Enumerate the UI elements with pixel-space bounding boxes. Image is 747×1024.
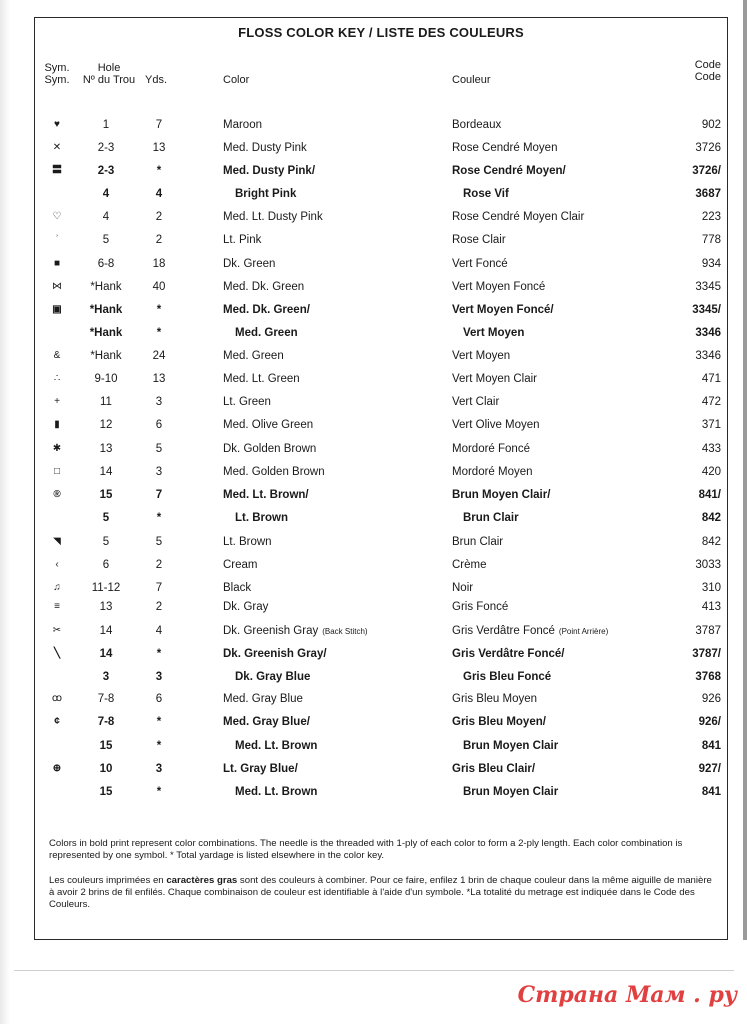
couleur-name: Vert Moyen Foncé: [452, 281, 546, 293]
table-row: [35, 369, 727, 389]
color-name: Med. Gray Blue/: [223, 716, 310, 728]
couleur-name: Gris Verdâtre Foncé/: [452, 648, 565, 660]
yardage: *: [156, 740, 162, 752]
page-title: FLOSS COLOR KEY / LISTE DES COULEURS: [238, 25, 524, 40]
couleur-name: Brun Moyen Clair: [463, 740, 559, 752]
header-color: Color: [223, 74, 250, 86]
symbol-icon: ▮: [54, 419, 60, 430]
yardage: 4: [155, 625, 163, 637]
symbol-icon: ╲: [53, 648, 61, 659]
hole-number: 14: [99, 466, 113, 478]
symbol-icon: ʾ: [55, 234, 59, 245]
header-code: [665, 59, 721, 83]
page-edge-right: [743, 0, 747, 940]
color-code: 3726: [695, 142, 721, 154]
hole-number: 13: [99, 601, 113, 613]
yardage: 3: [155, 671, 163, 683]
hole-number: 9-10: [94, 373, 118, 385]
table-row: [35, 346, 727, 366]
color-name: Med. Lt. Brown: [235, 786, 318, 798]
color-name: Med. Golden Brown: [223, 466, 325, 478]
notes-french-prefix: Les couleurs imprimées en: [49, 875, 167, 886]
table-row: [35, 323, 727, 343]
table-row: [35, 689, 727, 709]
yardage: 6: [155, 419, 163, 431]
symbol-icon: ♡: [52, 211, 62, 222]
couleur-name: Brun Clair: [463, 512, 519, 524]
bottom-rule: [14, 970, 734, 971]
symbol-icon: ■: [53, 258, 61, 269]
symbol-icon: ‹: [55, 559, 59, 570]
hole-number: *Hank: [90, 281, 122, 293]
symbol-icon: ®: [53, 489, 61, 500]
symbol-icon: ◥: [53, 536, 61, 547]
couleur-name: Brun Moyen Clair: [463, 786, 559, 798]
table-row: [35, 138, 727, 158]
color-name: Med. Dk. Green/: [223, 304, 310, 316]
color-code: 223: [701, 211, 721, 223]
hole-number: 2-3: [97, 142, 115, 154]
table-row: [35, 462, 727, 482]
color-name: Med. Green: [235, 327, 298, 339]
yardage: 7: [155, 582, 163, 594]
color-code: 3345: [695, 281, 721, 293]
color-name: Cream: [223, 559, 258, 571]
color-code: 926: [701, 693, 721, 705]
yardage: *: [156, 648, 162, 660]
hole-number: 2-3: [97, 165, 115, 177]
yardage: *: [156, 165, 162, 177]
hole-number: 14: [99, 625, 113, 637]
color-code: 3787: [695, 625, 721, 637]
color-name: Med. Lt. Brown/: [223, 489, 309, 501]
header-yds: Yds.: [145, 74, 168, 86]
header-sym: [41, 62, 73, 86]
yardage: 13: [152, 373, 166, 385]
hole-number: 15: [99, 489, 113, 501]
yardage: 5: [155, 536, 163, 548]
symbol-icon: ꝏ: [51, 693, 63, 704]
hole-number: 5: [102, 536, 110, 548]
hole-number: 11-12: [91, 582, 121, 594]
couleur-name: Mordoré Moyen: [452, 466, 533, 478]
hole-number: 11: [100, 396, 112, 408]
yardage: 2: [155, 211, 163, 223]
couleur-name: Vert Moyen Foncé/: [452, 304, 554, 316]
table-row: [35, 759, 727, 779]
couleur-name: Rose Cendré Moyen/: [452, 165, 566, 177]
yardage: 7: [155, 119, 163, 131]
hole-number: 3: [102, 671, 110, 683]
color-name: Med. Olive Green: [223, 419, 314, 431]
header-hole: [81, 62, 137, 86]
hole-number: 7-8: [97, 693, 115, 705]
hole-number: 5: [102, 512, 110, 524]
yardage: 4: [155, 188, 163, 200]
color-code: 926/: [698, 716, 721, 728]
table-row: [35, 439, 727, 459]
color-name: Med. Green: [223, 350, 284, 362]
color-code: 3345/: [692, 304, 721, 316]
hole-number: 13: [99, 443, 113, 455]
header-code-en: Code: [694, 59, 721, 71]
couleur-name: Vert Moyen Clair: [452, 373, 538, 385]
hole-number: 5: [102, 234, 110, 246]
color-name: Med. Lt. Dusty Pink: [223, 211, 323, 223]
header-sym-en: Sym.: [44, 62, 70, 74]
yardage: 7: [155, 489, 163, 501]
color-name: Med. Lt. Green: [223, 373, 300, 385]
yardage: 13: [152, 142, 166, 154]
notes-english: Colors in bold print represent color combinations. The needle is the threaded with 1-ply of each color to form a 2-ply length. Each color combination is represented by one symbol. * Total yardage is listed elsewhere in the color key.: [49, 838, 683, 861]
table-row: [35, 184, 727, 204]
table-row: [35, 782, 727, 802]
hole-number: 10: [99, 763, 113, 775]
color-code: 310: [701, 582, 721, 594]
yardage: *: [156, 327, 162, 339]
color-code: 841/: [698, 489, 721, 501]
couleur-name: Gris Bleu Clair/: [452, 763, 536, 775]
notes-french: [49, 875, 717, 911]
symbol-icon: ⊕: [52, 763, 62, 774]
hole-number: 15: [99, 740, 113, 752]
symbol-icon: ✂: [52, 625, 62, 636]
couleur-name: Rose Vif: [463, 188, 509, 200]
color-code: 3346: [695, 327, 721, 339]
color-code: 842: [701, 536, 721, 548]
table-row: [35, 230, 727, 250]
hole-number: 1: [102, 119, 110, 131]
color-name: Dk. Golden Brown: [223, 443, 317, 455]
symbol-icon: ⋈: [52, 281, 62, 292]
table-row: [35, 667, 727, 687]
color-code: 3768: [695, 671, 721, 683]
yardage: 18: [152, 258, 166, 270]
table-row: [35, 115, 727, 135]
color-code: 433: [701, 443, 721, 455]
hole-number: *Hank: [89, 327, 123, 339]
table-row: [35, 578, 727, 598]
symbol-icon: ✕: [52, 142, 62, 153]
hole-number: 4: [102, 211, 110, 223]
yardage: 3: [155, 396, 163, 408]
yardage: 2: [155, 601, 163, 613]
yardage: 3: [155, 763, 163, 775]
symbol-icon: ≡: [54, 601, 60, 612]
color-code: 841: [701, 786, 721, 798]
couleur-name: Vert Clair: [452, 396, 500, 408]
yardage: 6: [155, 693, 163, 705]
color-name: [223, 621, 368, 642]
couleur-name: Gris Bleu Moyen: [452, 693, 538, 705]
hole-number: *Hank: [90, 350, 122, 362]
color-name: Dk. Gray: [223, 601, 269, 613]
color-name: Dk. Greenish Gray/: [223, 648, 327, 660]
header-sym-fr: Sym.: [44, 74, 70, 86]
hole-number: 12: [99, 419, 113, 431]
color-code: 3726/: [692, 165, 721, 177]
table-row: [35, 532, 727, 552]
header-hole-en: Hole: [97, 62, 121, 74]
color-name-text: Dk. Greenish Gray: [223, 625, 319, 637]
header-couleur: Couleur: [452, 74, 491, 86]
color-code: 471: [701, 373, 721, 385]
couleur-name: Noir: [452, 582, 474, 594]
color-code: 934: [701, 258, 721, 270]
couleur-name: Vert Moyen: [463, 327, 525, 339]
color-name: Lt. Brown: [235, 512, 289, 524]
couleur-name: Gris Bleu Foncé: [463, 671, 552, 683]
hole-number: 14: [99, 648, 113, 660]
color-name: Dk. Gray Blue: [235, 671, 311, 683]
yardage: 40: [152, 281, 166, 293]
table-row: [35, 621, 727, 641]
symbol-icon: ▣: [52, 304, 62, 315]
header-hole-fr: Nº du Trou: [82, 74, 136, 86]
couleur-name: Brun Clair: [452, 536, 504, 548]
symbol-icon: ✱: [52, 443, 62, 454]
notes-french-rest: sont des couleurs à combiner. Pour ce faire, enfilez 1 brin de chaque couleur dans la même aiguille de manière à avoir 2 brins de fil enfilés. Chaque combinaison de couleur est identifiable à l'aide d'un symbole. *La totalité du metrage est indiquée dans le Code des Couleurs.: [49, 875, 712, 910]
yardage: *: [156, 786, 162, 798]
couleur-name: Gris Foncé: [452, 601, 509, 613]
table-row: [35, 736, 727, 756]
color-code: 413: [701, 601, 721, 613]
symbol-icon: ∴: [53, 373, 61, 384]
hole-number: 4: [102, 188, 110, 200]
symbol-icon: ♥: [54, 119, 60, 130]
color-code: 841: [701, 740, 721, 752]
color-code: 3033: [695, 559, 721, 571]
yardage: 2: [155, 559, 163, 571]
yardage: *: [156, 304, 162, 316]
symbol-icon: &: [53, 350, 61, 361]
color-code: 3346: [695, 350, 721, 362]
table-row: [35, 485, 727, 505]
hole-number: 15: [99, 786, 113, 798]
table-row: [35, 597, 727, 617]
table-row: [35, 277, 727, 297]
table-row: [35, 555, 727, 575]
color-name: Black: [223, 582, 252, 594]
couleur-name: Mordoré Foncé: [452, 443, 530, 455]
table-row: [35, 207, 727, 227]
header-code-fr: Code: [694, 71, 721, 83]
color-name: Lt. Pink: [223, 234, 262, 246]
couleur-name: Crème: [452, 559, 487, 571]
symbol-icon: 〓: [52, 165, 62, 176]
couleur-name: Vert Foncé: [452, 258, 508, 270]
table-row: [35, 644, 727, 664]
color-code: 927/: [698, 763, 721, 775]
hole-number: 6-8: [97, 258, 115, 270]
color-key-frame: [34, 17, 728, 940]
table-row: [35, 712, 727, 732]
color-name: Bright Pink: [235, 188, 297, 200]
stitch-note-fr: (Point Arrière): [558, 627, 609, 636]
table-row: [35, 392, 727, 412]
color-name: Lt. Brown: [223, 536, 272, 548]
symbol-icon: □: [53, 466, 61, 477]
table-row: [35, 300, 727, 320]
color-code: 778: [701, 234, 721, 246]
watermark-logo: Страна Мам . ру: [517, 982, 737, 1008]
color-code: 842: [701, 512, 721, 524]
color-name: Med. Gray Blue: [223, 693, 303, 705]
color-code: 472: [701, 396, 721, 408]
color-code: 371: [701, 419, 721, 431]
color-name: Med. Lt. Brown: [235, 740, 318, 752]
page-edge-shadow: [0, 0, 10, 1024]
hole-number: 6: [102, 559, 110, 571]
hole-number: 7-8: [97, 716, 115, 728]
yardage: 24: [152, 350, 166, 362]
couleur-name: Gris Bleu Moyen/: [452, 716, 546, 728]
table-row: [35, 415, 727, 435]
color-name: Lt. Gray Blue/: [223, 763, 298, 775]
couleur-name: [452, 621, 608, 642]
stitch-note: (Back Stitch): [322, 627, 368, 636]
color-code: 3787/: [692, 648, 721, 660]
yardage: 2: [155, 234, 163, 246]
yardage: 3: [155, 466, 163, 478]
couleur-name: Rose Cendré Moyen Clair: [452, 211, 585, 223]
couleur-name: Vert Olive Moyen: [452, 419, 540, 431]
color-name: Maroon: [223, 119, 262, 131]
table-row: [35, 161, 727, 181]
yardage: 5: [155, 443, 163, 455]
table-row: [35, 508, 727, 528]
couleur-name: Bordeaux: [452, 119, 502, 131]
color-name: Med. Dusty Pink: [223, 142, 307, 154]
couleur-name: Rose Cendré Moyen: [452, 142, 558, 154]
couleur-name: Rose Clair: [452, 234, 506, 246]
color-code: 902: [701, 119, 721, 131]
color-name: Med. Dk. Green: [223, 281, 305, 293]
table-row: [35, 254, 727, 274]
yardage: *: [156, 716, 162, 728]
color-code: 3687: [695, 188, 721, 200]
color-name: Med. Dusty Pink/: [223, 165, 316, 177]
couleur-name-text: Gris Verdâtre Foncé: [452, 625, 555, 637]
notes-french-bold: caractères gras: [166, 875, 238, 886]
yardage: *: [156, 512, 162, 524]
couleur-name: Vert Moyen: [452, 350, 511, 362]
symbol-icon: ♫: [53, 582, 61, 593]
symbol-icon: ¢: [54, 716, 60, 727]
symbol-icon: +: [54, 396, 60, 407]
color-code: 420: [701, 466, 721, 478]
hole-number: *Hank: [89, 304, 123, 316]
color-name: Dk. Green: [223, 258, 276, 270]
couleur-name: Brun Moyen Clair/: [452, 489, 551, 501]
color-name: Lt. Green: [223, 396, 271, 408]
